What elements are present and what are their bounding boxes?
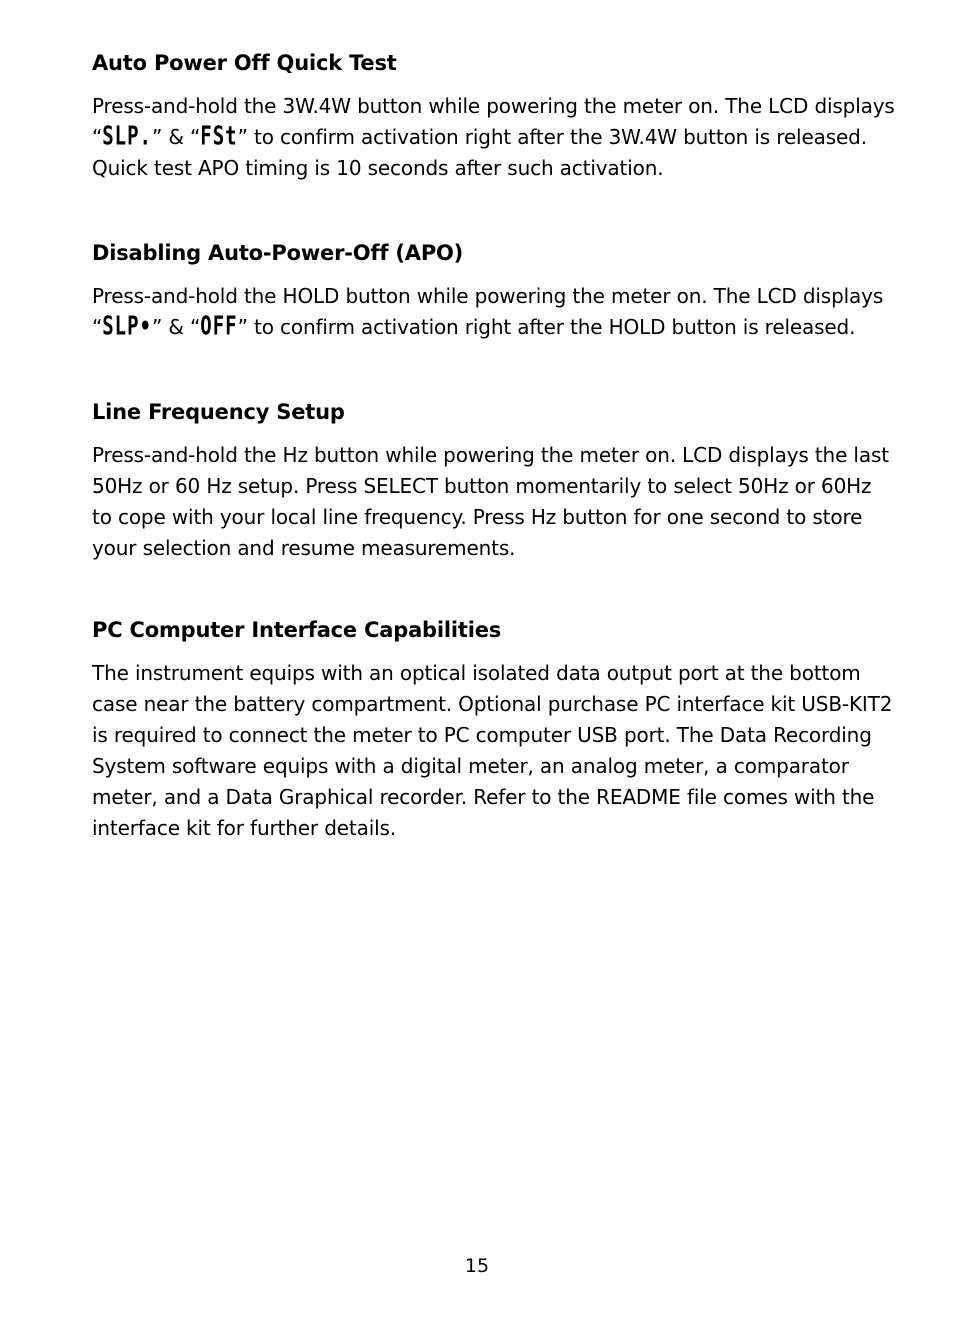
section-line-frequency-setup — [92, 397, 897, 564]
manual-page — [92, 48, 897, 898]
lcd-glyph-slp: SLP. — [102, 121, 152, 152]
body-text: ” to confirm activation right after the HOLD button is released. — [237, 315, 856, 339]
body-text: ” & “ — [151, 315, 201, 339]
section-body — [92, 281, 897, 343]
lcd-glyph-fst: FSt — [200, 121, 238, 152]
body-text: Press-and-hold the HOLD button while powering the meter on. The LCD displays “ — [92, 284, 884, 339]
section-disabling-apo — [92, 238, 897, 343]
page-number: 15 — [464, 1255, 490, 1277]
section-body: The instrument equips with an optical isolated data output port at the bottom case near the battery compartment. Optional purchase PC interface kit USB-KIT2 is required to connect the meter to PC computer USB port. The Data Recording System software equips with a digital meter, an analog meter, a comparator meter, and a Data Graphical recorder. Refer to the README file comes with the interface kit for further details. — [92, 661, 893, 840]
section-heading: Disabling Auto-Power-Off (APO) — [92, 241, 464, 265]
body-text: ” to confirm activation right after the 3W.4W button is released. Quick test APO timing is 10 seconds after such activation. — [92, 125, 867, 180]
lcd-glyph-off: OFF — [200, 311, 238, 342]
section-auto-power-off-quick-test — [92, 48, 897, 184]
body-text: ” & “ — [151, 125, 201, 149]
lcd-glyph-slp: SLP• — [102, 311, 152, 342]
body-text: Press-and-hold the 3W.4W button while powering the meter on. The LCD displays “ — [92, 94, 895, 149]
section-body: Press-and-hold the Hz button while powering the meter on. LCD displays the last 50Hz or 60 Hz setup. Press SELECT button momentarily to select 50Hz or 60Hz to cope with your local line frequency. Press Hz button for one second to store your selection and resume measurements. — [92, 443, 889, 560]
section-pc-interface — [92, 615, 897, 844]
section-body — [92, 91, 897, 184]
section-heading: PC Computer Interface Capabilities — [92, 618, 502, 642]
section-heading: Auto Power Off Quick Test — [92, 51, 397, 75]
section-heading: Line Frequency Setup — [92, 400, 345, 424]
